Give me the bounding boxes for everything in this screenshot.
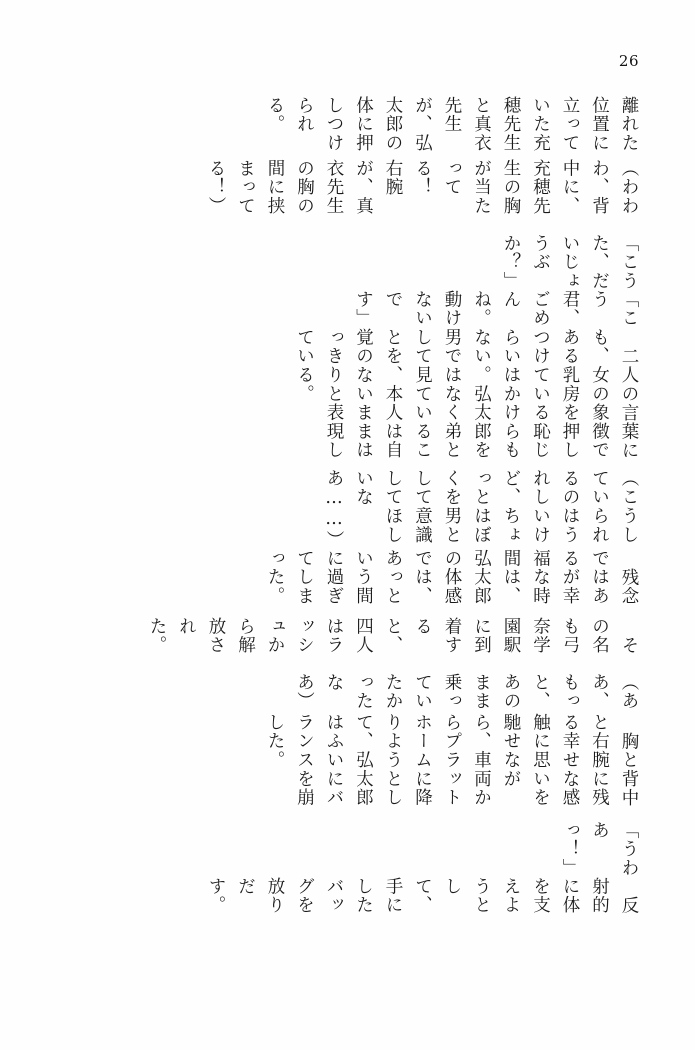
paragraph: 二人の言葉にも、女の象徴である乳房を押しつけている恥じらいはかけらもない。弘太郎を男ではなく弟として見ていることを、本人は自覚のないままはっきりと表現している。: [294, 327, 639, 460]
page-text-body: [52, 96, 643, 926]
paragraph: 「うわあっ！」: [560, 820, 639, 878]
paragraph: その名も弓奈学園駅に到着すると、四人はラッシュから解放された。: [147, 616, 639, 655]
paragraph: 胸と背中と右腕に残る幸せな感触に思いを馳せながら、車両からプラットホームに降りようとして、弘太郎はふいにバランスを崩した。: [265, 712, 639, 807]
paragraph: 「こうた、だいじょうぶか？」: [501, 233, 639, 291]
paragraph: （ああ、もっと、あのまま乗っていたかったなあ）: [294, 672, 639, 711]
paragraph: 「こう君、ごめんね。動けないです」: [353, 290, 639, 328]
page-number: 26: [618, 52, 639, 70]
paragraph: 残念ではあるが幸福な時間は、弘太郎の体感では、あっという間に過ぎてしまった。: [265, 548, 639, 606]
paragraph: （こうしていられるのはうれしいけど、ちょっとはぼくを男として意識してほしいなあ……）: [324, 468, 639, 549]
paragraph: 反射的に体を支えようとして、手にしたバッグを放りだす。: [206, 877, 639, 915]
paragraph: （わわわ、背中に、充穂先生の胸が当たってる！ 右腕が、真衣先生の胸の間に挟まってる！）: [206, 158, 639, 216]
paragraph: 離れた位置に立っていた充穂先生と真衣先生が、弘太郎の体に押しつけられる。: [265, 96, 639, 153]
